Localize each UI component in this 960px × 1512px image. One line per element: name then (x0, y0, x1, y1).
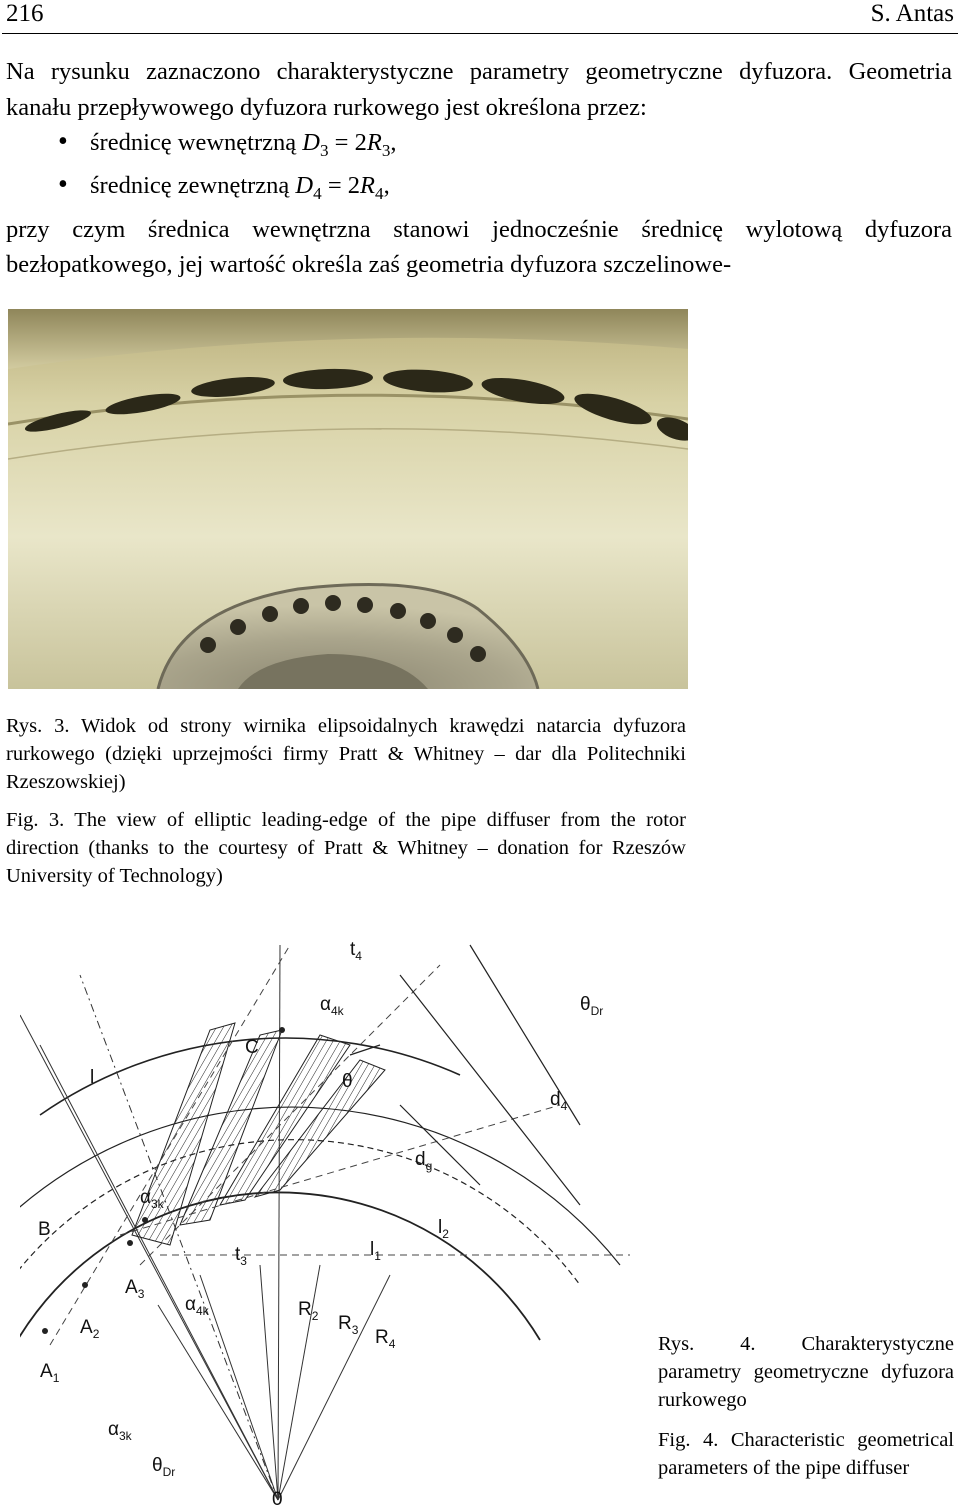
label-alpha3k-bot: $\alpha_{3k}$ (108, 1419, 132, 1443)
label-t4: $t_4$ (350, 939, 362, 963)
pipe-diffuser-diagram (20, 935, 650, 1512)
label-theta: θ (342, 1071, 353, 1092)
label-dg: $d_g$ (415, 1149, 433, 1173)
label-A2: $A_2$ (80, 1317, 100, 1341)
paragraph-intro: Na rysunku zaznaczono charakterystyczne parametry geometryczne dyfuzora. Geometria kanału przepływowego dyfuzora rurkowego jest określona przez: (6, 58, 952, 121)
body-text (6, 54, 952, 283)
figure4-caption-pl: Rys. 4. Charakterystyczne parametry geometryczne dyfuzora rurkowego (658, 1333, 954, 1411)
label-d4: $d_4$ (550, 1089, 568, 1113)
label-O: 0 (272, 1489, 283, 1510)
page-number: 216 (6, 0, 44, 27)
label-R3: $R_3$ (338, 1313, 359, 1337)
label-t3: $t_3$ (235, 1244, 247, 1268)
label-R4: $R_4$ (375, 1327, 396, 1351)
bullet-list (6, 125, 952, 212)
diffuser-photo (8, 309, 688, 689)
label-alpha4k-top: $\alpha_{4k}$ (320, 994, 344, 1018)
label-alpha4k-bot: $\alpha_{4k}$ (185, 1294, 209, 1318)
label-A3: $A_3$ (125, 1277, 145, 1301)
label-alpha3k-mid: $\alpha_{3k}$ (140, 1187, 164, 1211)
bullet-inner-diameter: • średnicę wewnętrzną $D_3 = 2R_3$, (6, 125, 952, 168)
page-header (0, 0, 960, 34)
label-theta-dr-bot: $\theta_{Dr}$ (152, 1455, 176, 1479)
label-A1: $A_1$ (40, 1361, 60, 1385)
label-C: C (245, 1037, 259, 1058)
figure3-caption-en: Fig. 3. The view of elliptic leading-edge of the pipe diffuser from the rotor direction (thanks to the courtesy of Pratt & Whitney – donation for Rzeszów University of Technology) (6, 809, 686, 887)
label-theta-dr-top: $\theta_{Dr}$ (580, 994, 604, 1018)
label-l: l (90, 1067, 95, 1088)
figure4-caption-en: Fig. 4. Characteristic geometrical parameters of the pipe diffuser (658, 1429, 954, 1479)
bullet-outer-diameter: • średnicę zewnętrzną $D_4 = 2R_4$, (6, 168, 952, 211)
header-rule (2, 33, 958, 34)
paragraph-continuation: przy czym średnica wewnętrzna stanowi jednocześnie średnicę wylotową dyfuzora bezłopatkowego, jej wartość określa zaś geometria dyfuzora szczelinowe- (6, 215, 952, 279)
figure3-caption-pl: Rys. 3. Widok od strony wirnika elipsoidalnych krawędzi natarcia dyfuzora rurkowego (dzięki uprzejmości firmy Pratt & Whitney – dar dla Politechniki Rzeszowskiej) (6, 715, 686, 793)
label-B: B (38, 1219, 51, 1240)
label-l2: $l_2$ (438, 1217, 449, 1241)
label-R2: $R_2$ (298, 1299, 319, 1323)
label-l1: $l_1$ (370, 1239, 381, 1263)
running-author: S. Antas (870, 0, 954, 27)
